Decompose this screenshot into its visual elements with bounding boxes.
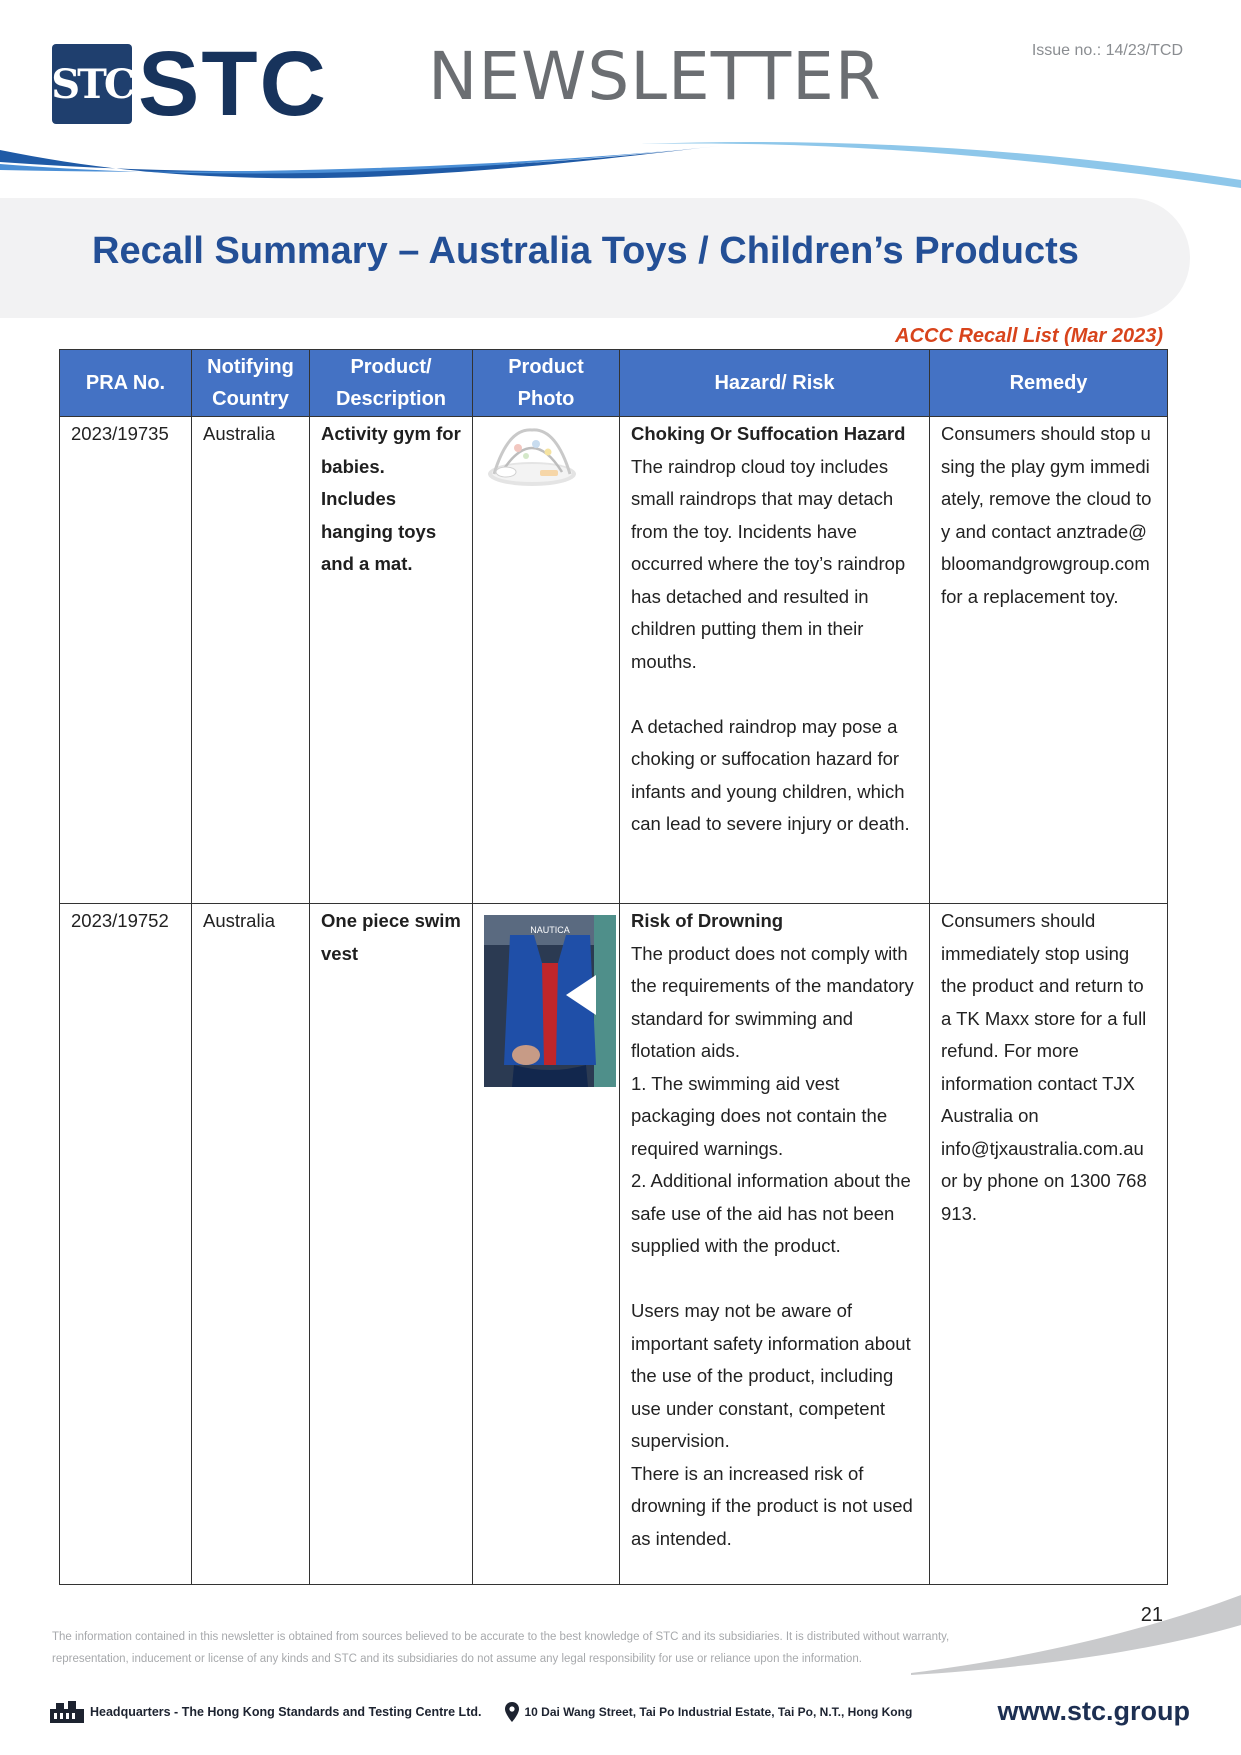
address-info <box>505 1702 912 1722</box>
header-swoosh <box>0 140 1241 200</box>
footer-bar <box>50 1692 1190 1732</box>
table-header-row <box>60 350 1168 417</box>
hazard-list-item: 2. Additional information about the safe use of the aid has not been supplied with the product. <box>631 1170 911 1256</box>
recall-list-source: ACCC Recall List (Mar 2023) <box>895 325 1163 347</box>
hazard-cell <box>620 904 930 1585</box>
hazard-cell <box>620 417 930 904</box>
table-row <box>60 417 1168 904</box>
address-label: 10 Dai Wang Street, Tai Po Industrial Estate, Tai Po, N.T., Hong Kong <box>524 1705 913 1719</box>
hazard-text: A detached raindrop may pose a choking or suffocation hazard for infants and young children, which can lead to severe injury or death. <box>631 715 910 834</box>
baby-activity-gym-photo <box>484 424 580 492</box>
col-header-country: Notifying Country <box>192 350 310 417</box>
hazard-text: The product does not comply with the requirements of the mandatory standard for swimming and flotation aids. <box>631 942 914 1061</box>
table-row <box>60 904 1168 1585</box>
hazard-title: Risk of Drowning <box>631 910 784 931</box>
hazard-list-item: 1. The swimming aid vest packaging does not contain the required warnings. <box>631 1072 888 1159</box>
issue-number: Issue no.: 14/23/TCD <box>1031 42 1183 59</box>
country-cell: Australia <box>192 904 310 1585</box>
page-number: 21 <box>1140 1604 1163 1626</box>
description-cell: One piece swim vest <box>310 904 473 1585</box>
country-cell: Australia <box>192 417 310 904</box>
title-banner <box>0 198 1190 318</box>
stc-logo-mark: STC <box>52 44 132 124</box>
hazard-text: There is an increased risk of drowning if the product is not used as intended. <box>631 1462 913 1549</box>
page-title: Recall Summary – Australia Toys / Children’s Products <box>92 230 1079 272</box>
hazard-text: The raindrop cloud toy includes small raindrops that may detach from the toy. Incidents have occurred where the toy’s raindrop has detached and resulted in children putting them in their mouths. <box>631 455 906 672</box>
pra-no-cell: 2023/19735 <box>60 417 192 904</box>
remedy-cell: Consumers should immediately stop using the product and return to a TK Maxx store for a full refund. For more information contact TJX Australia on info@tjxaustralia.com.au or by phone on 1300 768 913. <box>930 904 1168 1585</box>
disclaimer-text: The information contained in this newsletter is obtained from sources believed to be accurate to the best knowledge of STC and its subsidiaries. It is distributed without warranty, representation, inducement or license of any kinds and STC and its subsidiaries do not assume any legal responsibility for use or reliance upon the information. <box>52 1631 950 1665</box>
remedy-cell: Consumers should stop using the play gym immediately, remove the cloud toy and contact anztrade@bloomandgrowgroup.com for a replacement toy. <box>930 417 1168 904</box>
recall-table <box>59 349 1168 1585</box>
hazard-title: Choking Or Suffocation Hazard <box>631 423 906 444</box>
stc-logo <box>51 33 328 135</box>
website-link[interactable]: www.stc.group <box>997 1696 1190 1726</box>
stc-logo-text: STC <box>138 33 328 135</box>
headquarters-info <box>50 1701 481 1723</box>
pra-no-cell: 2023/19752 <box>60 904 192 1585</box>
hazard-text: Users may not be aware of important safety information about the use of the product, including use under constant, competent supervision. <box>631 1300 911 1451</box>
col-header-product: Product/ Description <box>310 350 473 417</box>
newsletter-title: NEWSLETTER <box>428 38 882 115</box>
swim-vest-photo <box>484 915 616 1087</box>
svg-text:NAUTICA: NAUTICA <box>530 925 570 935</box>
col-header-remedy: Remedy <box>930 350 1168 417</box>
photo-cell <box>473 417 620 904</box>
col-header-pra-no: PRA No. <box>60 350 192 417</box>
headquarters-label: Headquarters - The Hong Kong Standards and Testing Centre Ltd. <box>90 1705 482 1719</box>
map-pin-icon <box>505 1702 519 1722</box>
col-header-photo: Product Photo <box>473 350 620 417</box>
building-icon <box>50 1701 84 1723</box>
photo-cell <box>473 904 620 1585</box>
description-cell: Activity gym for babies. Includes hanging toys and a mat. <box>310 417 473 904</box>
col-header-hazard: Hazard/ Risk <box>620 350 930 417</box>
